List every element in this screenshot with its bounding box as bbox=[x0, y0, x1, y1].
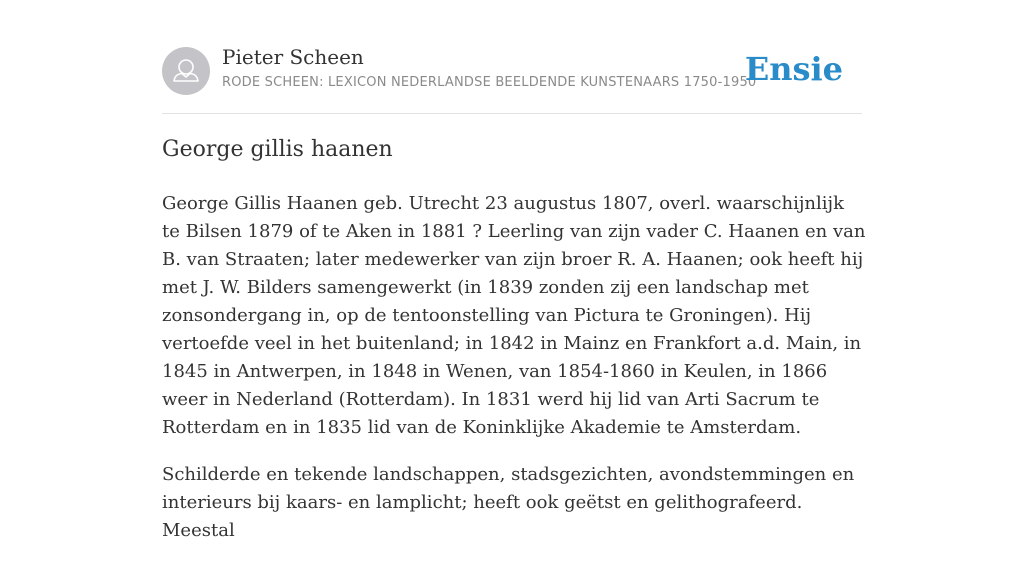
article-paragraph: George Gillis Haanen geb. Utrecht 23 augustus 1807, overl. waarschijnlijk te Bilsen 1879 of te Aken in 1881 ? Leerling van zijn vader C. Haanen en van B. van Straaten; later medewerker van zijn broer R. A. Haanen; ook heeft hij met J. W. Bilders samengewerkt (in 1839 zonden zij een landschap met zonsondergang in, op de tentoonstelling van Pictura te Groningen). Hij vertoefde veel in het buitenland; in 1842 in Mainz en Frankfort a.d. Main, in 1845 in Antwerpen, in 1848 in Wenen, van 1854-1860 in Keulen, in 1866 weer in Nederland (Rotterdam). In 1831 werd hij lid van Arti Sacrum te Rotterdam en in 1835 lid van de Koninklijke Akademie te Amsterdam. bbox=[162, 193, 866, 438]
source-name[interactable]: RODE SCHEEN: LEXICON NEDERLANDSE BEELDENDE KUNSTENAARS 1750-1950 bbox=[222, 75, 757, 90]
content-container bbox=[162, 0, 866, 541]
author-name[interactable]: Pieter Scheen bbox=[222, 45, 364, 69]
article-body bbox=[162, 190, 867, 564]
article-paragraph: Schilderde en tekende landschappen, stadsgezichten, avondstemmingen en interieurs bij kaars- en lamplicht; heeft ook geëtst en gelithografeerd. Meestal bbox=[162, 464, 855, 541]
author-avatar[interactable] bbox=[162, 47, 210, 95]
user-icon bbox=[162, 47, 210, 95]
brand-logo[interactable]: Ensie bbox=[744, 50, 843, 88]
article-header bbox=[162, 0, 862, 114]
article-title: George gillis haanen bbox=[162, 137, 393, 162]
